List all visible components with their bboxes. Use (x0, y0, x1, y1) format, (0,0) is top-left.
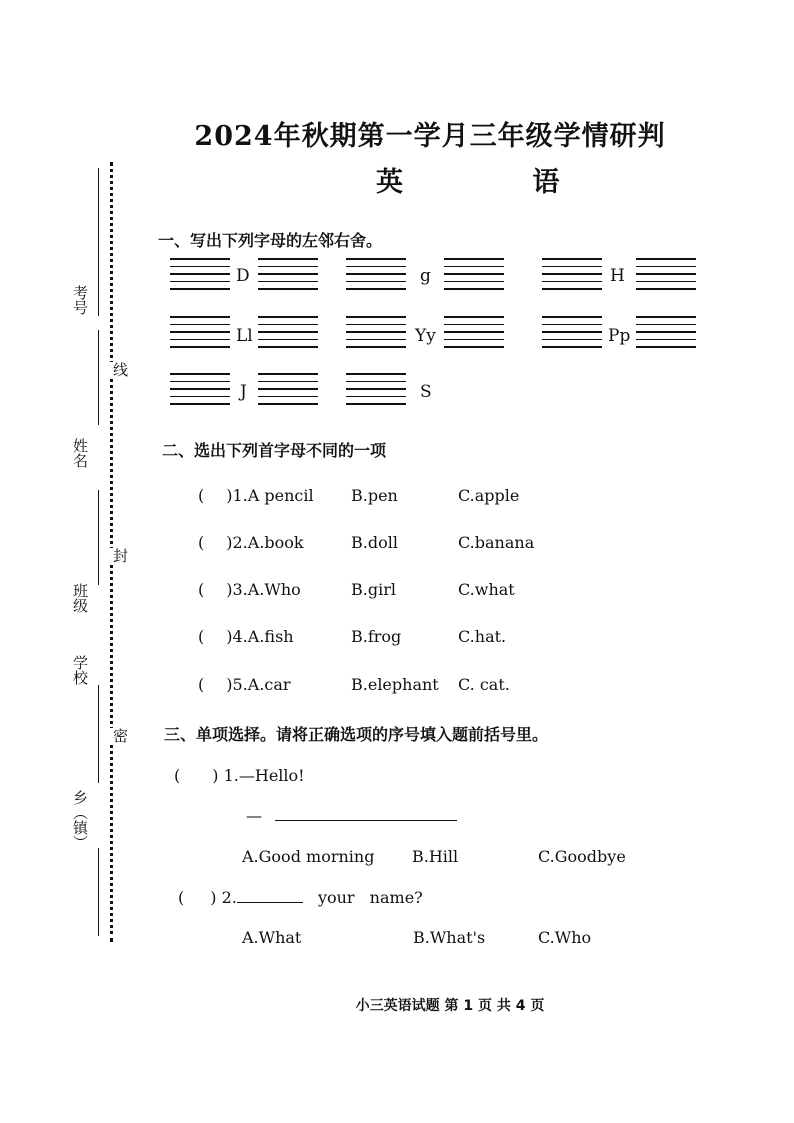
answer-paren-close[interactable]: ) (226, 675, 233, 694)
letter-d: D (236, 266, 250, 286)
option-b: B.elephant (351, 675, 439, 694)
question-row (198, 486, 314, 505)
answer-lines[interactable] (346, 373, 406, 411)
township-line (98, 848, 99, 936)
answer-paren-close[interactable]: ) (226, 533, 233, 552)
exam-no-line (98, 168, 99, 316)
question-stem: 3.A.Who (232, 580, 301, 599)
question-row (198, 627, 294, 646)
answer-lines[interactable] (636, 258, 696, 296)
question-row (198, 533, 304, 552)
answer-lines[interactable] (444, 258, 504, 296)
question-stem: 1.—Hello! (223, 766, 305, 785)
option-c: C. cat. (458, 675, 510, 694)
option-c: C.Who (538, 928, 592, 947)
letter-pp: Pp (608, 326, 631, 346)
answer-paren-open[interactable]: ( (198, 580, 205, 599)
class-label: 班级 (71, 583, 89, 613)
option-a: A.Good morning (242, 847, 375, 866)
answer-paren-close[interactable]: ) (226, 486, 233, 505)
question-stem: 5.A.car (232, 675, 291, 694)
seal-mark: 封 (111, 548, 129, 563)
exam-title: 2024年秋期第一学月三年级学情研判 (194, 121, 666, 152)
option-c: C.banana (458, 533, 535, 552)
secret-mark: 密 (111, 728, 129, 743)
line-mark: 线 (111, 362, 129, 377)
answer-lines[interactable] (346, 316, 406, 354)
letter-yy: Yy (415, 326, 436, 346)
option-b: B.Hill (412, 847, 459, 866)
class-line (98, 490, 99, 585)
school-label: 学校 (71, 655, 89, 685)
name-label: 姓名 (71, 438, 89, 468)
answer-lines[interactable] (258, 373, 318, 411)
question-stem: 1.A pencil (232, 486, 314, 505)
answer-lines[interactable] (346, 258, 406, 296)
answer-lines[interactable] (542, 316, 602, 354)
option-b: B.pen (351, 486, 398, 505)
question-stem: 4.A.fish (232, 627, 294, 646)
reply-row (246, 806, 457, 825)
option-c: C.what (458, 580, 515, 599)
answer-lines[interactable] (258, 316, 318, 354)
answer-paren-open[interactable]: ( (198, 675, 205, 694)
answer-lines[interactable] (170, 373, 230, 411)
question-row (178, 888, 423, 907)
question-row (174, 766, 305, 785)
reply-dash: — (246, 806, 262, 825)
answer-paren-close[interactable]: ) (226, 627, 233, 646)
section3-heading: 三、单项选择。请将正确选项的序号填入题前括号里。 (164, 725, 549, 744)
school-line (98, 685, 99, 783)
answer-paren-close[interactable]: ) (226, 580, 233, 599)
answer-paren-open[interactable]: ( (198, 486, 205, 505)
letter-h: H (610, 266, 625, 286)
answer-lines[interactable] (636, 316, 696, 354)
answer-lines[interactable] (170, 316, 230, 354)
letter-ll: Ll (236, 326, 253, 346)
letter-s: S (420, 382, 432, 402)
option-b: B.What's (413, 928, 486, 947)
question-word: name? (369, 888, 423, 907)
answer-paren-open[interactable]: ( (174, 766, 181, 785)
question-row (198, 580, 301, 599)
answer-paren-open[interactable]: ( (198, 533, 205, 552)
option-c: C.apple (458, 486, 520, 505)
option-a: A.What (242, 928, 302, 947)
question-word: your (317, 888, 355, 907)
question-row (198, 675, 291, 694)
answer-paren-open[interactable]: ( (198, 627, 205, 646)
question-stem: 2.A.book (232, 533, 304, 552)
option-c: C.Goodbye (538, 847, 626, 866)
option-b: B.girl (351, 580, 396, 599)
answer-paren-close[interactable]: ) (210, 888, 217, 907)
answer-paren-close[interactable]: ) (212, 766, 219, 785)
option-b: B.frog (351, 627, 402, 646)
letter-g: g (420, 266, 431, 286)
option-c: C.hat. (458, 627, 507, 646)
township-label: 乡（镇） (71, 790, 89, 850)
question-number: 2. (221, 888, 237, 907)
letter-j: J (240, 382, 247, 402)
exam-no-label: 考号 (71, 285, 89, 315)
subject-title: 英 语 (376, 167, 620, 198)
option-b: B.doll (351, 533, 398, 552)
answer-lines[interactable] (170, 258, 230, 296)
section2-heading: 二、选出下列首字母不同的一项 (162, 441, 387, 460)
answer-paren-open[interactable]: ( (178, 888, 185, 907)
section1-heading: 一、写出下列字母的左邻右舍。 (158, 231, 383, 250)
answer-lines[interactable] (542, 258, 602, 296)
answer-blank[interactable] (237, 902, 303, 903)
page-footer: 小三英语试题 第 1 页 共 4 页 (355, 998, 545, 1014)
name-line (98, 330, 99, 425)
answer-lines[interactable] (444, 316, 504, 354)
reply-blank[interactable] (275, 820, 457, 821)
answer-lines[interactable] (258, 258, 318, 296)
